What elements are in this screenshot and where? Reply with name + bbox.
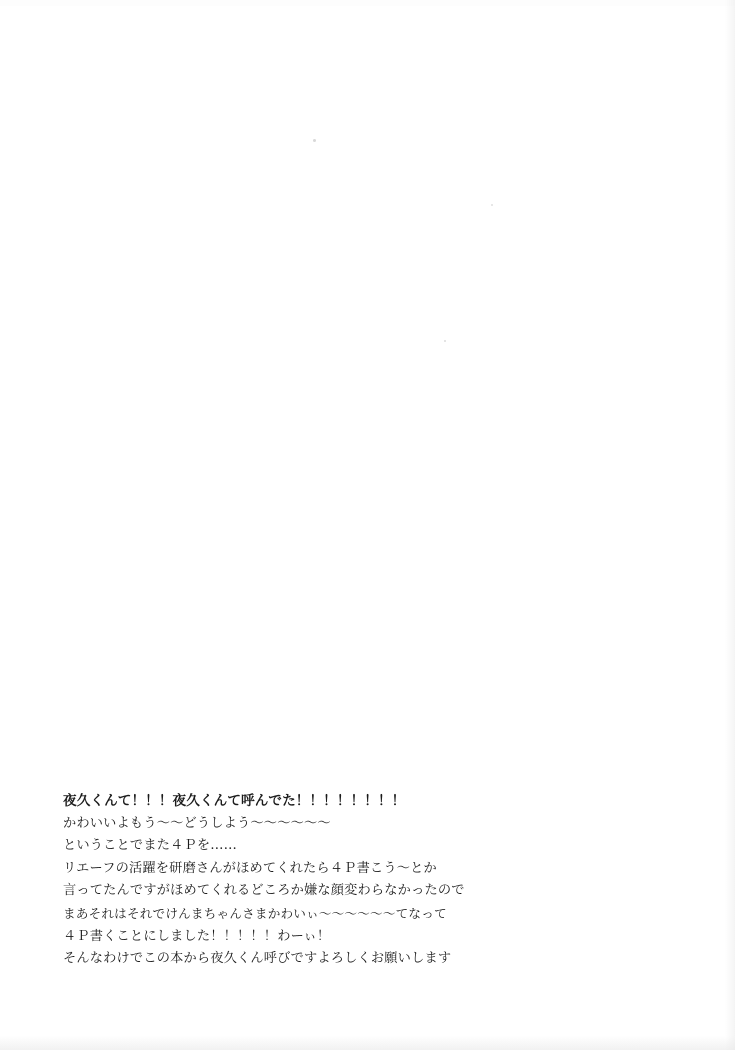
afterword-line: ということでまた４Ｐを…… (63, 838, 238, 854)
page-bottom-edge (0, 1036, 735, 1050)
page-right-edge (725, 0, 735, 1050)
afterword-line: そんなわけでこの本から夜久くん呼びですよろしくお願いします (63, 951, 452, 967)
afterword-line: ４Ｐ書くことにしました！！！！！わーぃ！ (63, 928, 331, 944)
afterword-line: かわいいよもう〜〜どうしよう〜〜〜〜〜〜 (63, 815, 331, 831)
afterword-line: 夜久くんて！！！夜久くんて呼んでた！！！！！！！！ (63, 793, 406, 809)
scan-speck-icon (444, 340, 446, 342)
afterword-line: リエーフの活躍を研磨さんがほめてくれたら４Ｐ書こう〜とか (63, 860, 437, 876)
scan-speck-icon (313, 139, 316, 142)
afterword-text-block (63, 790, 683, 971)
afterword-line: 言ってたんですがほめてくれるどころか嫌な顔変わらなかったので (63, 883, 465, 899)
page-top-edge (0, 0, 735, 6)
afterword-line: まあそれはそれでけんまちゃんさまかわいぃ〜〜〜〜〜〜てなって (63, 905, 447, 921)
scan-speck-icon (491, 204, 493, 206)
